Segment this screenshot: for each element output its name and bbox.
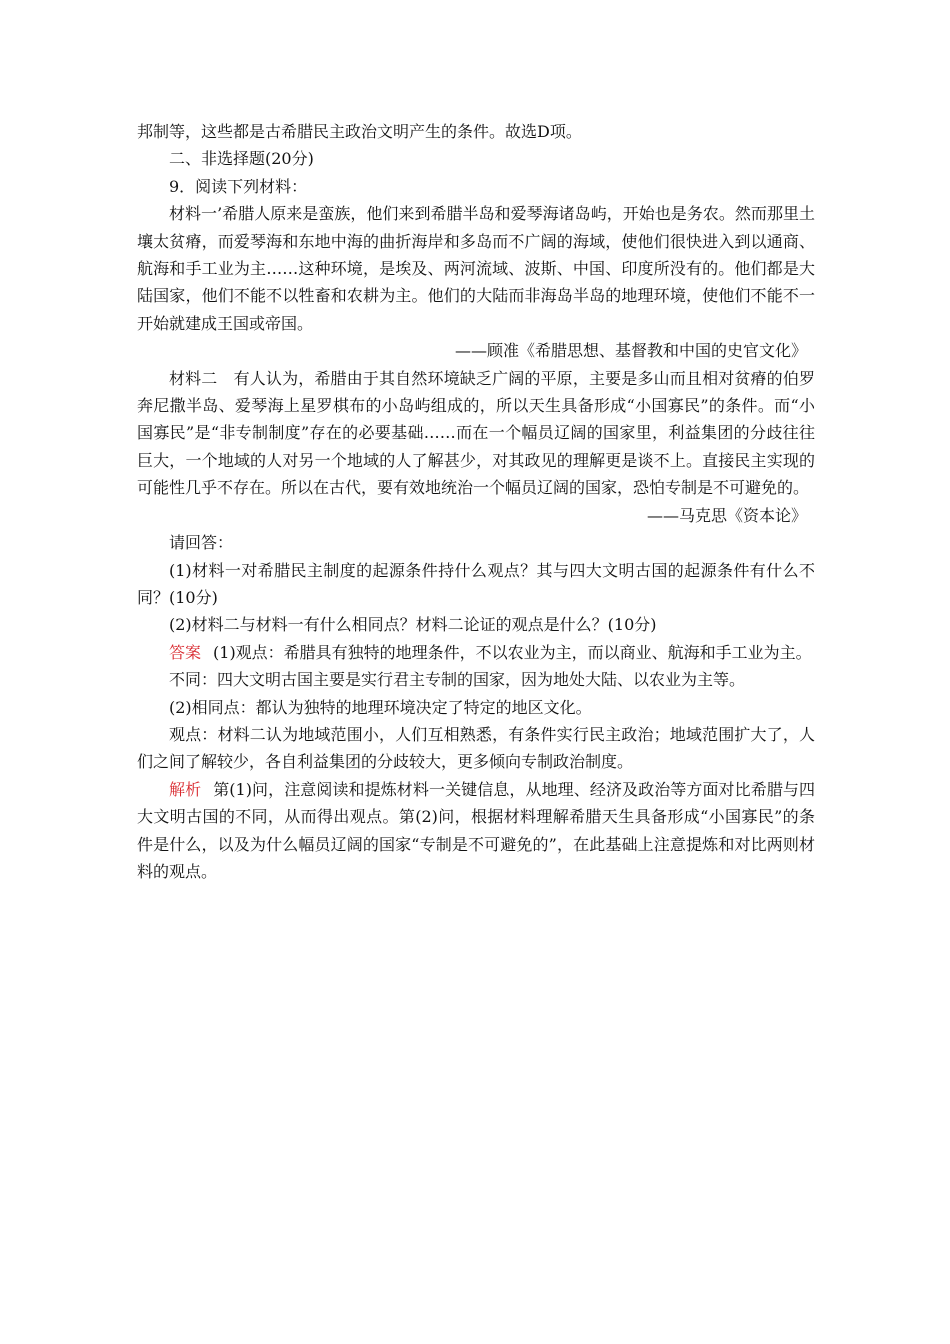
answer-two-viewpoint: 观点：材料二认为地域范围小，人们互相熟悉，有条件实行民主政治；地域范围扩大了，人们之间了解较少，各自利益集团的分歧较大，更多倾向专制政治制度。 — [137, 724, 815, 772]
answer-prompt: 请回答： — [169, 533, 234, 553]
document-page — [137, 118, 815, 885]
continuation-text: 邦制等，这些都是古希腊民主政治文明产生的条件。故选D项。 — [137, 122, 582, 141]
answer-one-difference: 不同：四大文明古国主要是实行君主专制的国家，因为地处大陆、以农业为主等。 — [169, 670, 746, 690]
question-intro: 9．阅读下列材料： — [169, 176, 308, 196]
answer-one-text: (1)观点：希腊具有独特的地理条件，不以农业为主，而以商业、航海和手工业为主。 — [213, 642, 812, 662]
analysis-paragraph — [137, 776, 815, 886]
material-one: 材料一’希腊人原来是蛮族，他们来到希腊半岛和爱琴海诸岛屿，开始也是务农。然而那里土壤太贫瘠，而爱琴海和东地中海的曲折海岸和多岛而不广阔的海域，使他们很快进入到以通商、航海和手工业为主……这种环境，是埃及、两河流域、波斯、中国、印度所没有的。他们都是大陆国家，他们不能不以牲畜和农耕为主。他们的大陆而非海岛半岛的地理环境，使他们不能不一开始就建成王国或帝国。 — [137, 204, 815, 333]
material-two: 材料二 有人认为，希腊由于其自然环境缺乏广阔的平原，主要是多山而且相对贫瘠的伯罗奔尼撒半岛、爱琴海上星罗棋布的小岛屿组成的，所以天生具备形成“小国寡民”的条件。而“小国寡民”是“非专制制度”存在的必要基础……而在一个幅员辽阔的国家里，利益集团的分歧往往巨大，一个地域的人对另一个地域的人了解甚少，对其政见的理解更是谈不上。直接民主实现的可能性几乎不存在。所以在古代，要有效地统治一个幅员辽阔的国家，恐怕专制是不可避免的。 — [137, 368, 815, 498]
analysis-text: 第(1)问，注意阅读和提炼材料一关键信息，从地理、经济及政治等方面对比希腊与四大文明古国的不同，从而得出观点。第(2)问，根据材料理解希腊天生具备形成“小国寡民”的条件是什么，以及为什么幅员辽阔的国家“专制是不可避免的”，在此基础上注意提炼和对比两则材料的观点。 — [137, 779, 815, 881]
section-title: 二、非选择题(20分) — [169, 149, 314, 169]
material-two-source: ——马克思《资本论》 — [646, 505, 807, 525]
answer-two-similarity: (2)相同点：都认为独特的地理环境决定了特定的地区文化。 — [169, 697, 592, 717]
question-one: (1)材料一对希腊民主制度的起源条件持什么观点？其与四大文明古国的起源条件有什么不同？(10分) — [137, 560, 815, 607]
material-one-source: ——顾准《希腊思想、基督教和中国的史官文化》 — [454, 341, 807, 361]
analysis-label: 解析 — [169, 779, 202, 799]
answer-paragraph-one — [137, 639, 815, 666]
question-two: (2)材料二与材料一有什么相同点？材料二论证的观点是什么？(10分) — [169, 615, 657, 635]
answer-label: 答案 — [169, 642, 202, 662]
